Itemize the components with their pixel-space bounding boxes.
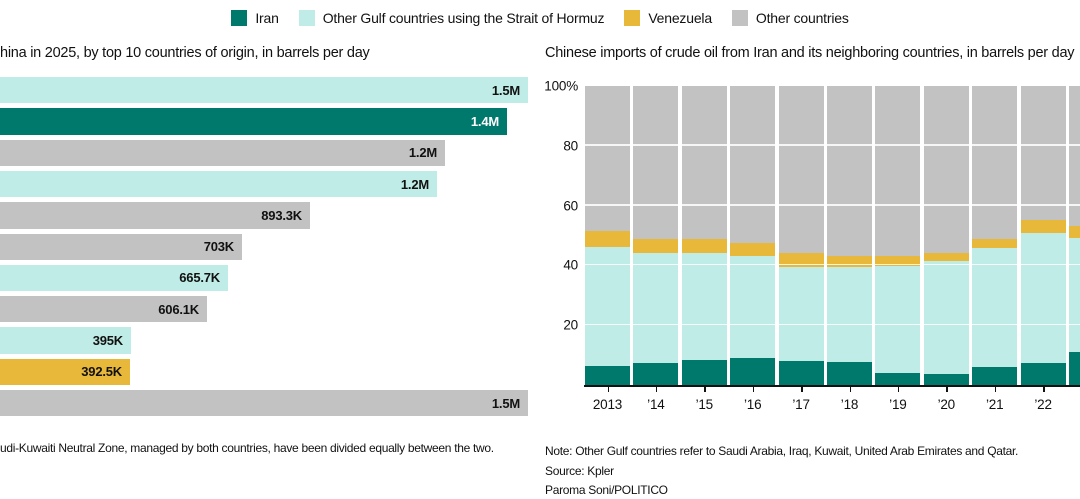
stacked-bar xyxy=(972,86,1017,385)
left-chart-note: udi-Kuwaiti Neutral Zone, managed by both countries, have been divided equally between the two. xyxy=(0,441,494,455)
gridline-60 xyxy=(585,204,1080,206)
stacked-bar xyxy=(633,86,678,385)
legend-label: Other countries xyxy=(755,10,849,26)
segment-gulf xyxy=(827,267,872,362)
segment-venezuela xyxy=(924,253,969,261)
bar-value-label: 893.3K xyxy=(261,207,302,223)
stacked-bar-plot xyxy=(585,86,1080,385)
bar-value-label: 703K xyxy=(203,239,234,255)
segment-gulf xyxy=(1069,238,1080,352)
gridline-20 xyxy=(585,324,1080,326)
stacked-bar xyxy=(730,86,775,385)
segment-venezuela xyxy=(682,239,727,253)
x-tick-label: ’17 xyxy=(792,397,810,412)
x-tick-mark xyxy=(1043,387,1045,392)
x-tick-mark xyxy=(753,387,755,392)
segment-venezuela xyxy=(827,256,872,267)
x-tick-mark xyxy=(656,387,658,392)
segment-other xyxy=(682,86,727,239)
right-chart-title: Chinese imports of crude oil from Iran and its neighboring countries, in barrels per day xyxy=(545,45,1075,61)
stacked-bar xyxy=(875,86,920,385)
source-line: Source: Kpler xyxy=(545,463,614,478)
hbar-row xyxy=(0,359,130,385)
y-tick-label: 80 xyxy=(563,138,578,154)
x-tick-label: ’21 xyxy=(985,397,1004,412)
hbar-row xyxy=(0,265,228,291)
segment-venezuela xyxy=(1021,220,1066,233)
segment-iran xyxy=(633,363,678,385)
x-tick-mark xyxy=(704,387,706,392)
x-tick-label: 2013 xyxy=(592,397,623,412)
right-chart-notes xyxy=(545,442,1018,499)
y-tick-label: 40 xyxy=(563,257,578,273)
segment-other xyxy=(633,86,678,239)
segment-iran xyxy=(730,358,775,385)
segment-other xyxy=(827,86,872,256)
gulf-legend-swatch xyxy=(299,10,315,26)
hbar-row xyxy=(0,108,507,134)
bar-value-label: 1.2M xyxy=(400,176,429,192)
segment-other xyxy=(924,86,969,253)
bar-value-label: 1.2M xyxy=(408,145,437,161)
iran-legend-swatch xyxy=(231,10,247,26)
segment-gulf xyxy=(1021,233,1066,363)
x-tick-label: ’15 xyxy=(695,397,713,412)
segment-venezuela xyxy=(1069,226,1080,238)
segment-gulf xyxy=(682,253,727,360)
x-axis-line xyxy=(584,385,1080,387)
segment-iran xyxy=(779,361,824,386)
x-tick-label: ’20 xyxy=(937,397,955,412)
segment-gulf xyxy=(633,253,678,363)
legend-label: Venezuela xyxy=(648,10,712,26)
segment-gulf xyxy=(730,256,775,358)
hbar-row xyxy=(0,202,310,228)
segment-iran xyxy=(972,367,1017,385)
stacked-bar xyxy=(585,86,630,385)
segment-other xyxy=(1021,86,1066,220)
hbar-row xyxy=(0,390,528,416)
hbar-row xyxy=(0,171,437,197)
segment-iran xyxy=(924,374,969,385)
x-tick-label: ’22 xyxy=(1034,397,1052,412)
segment-gulf xyxy=(972,248,1017,367)
bar-value-label: 1.5M xyxy=(491,82,520,98)
venezuela-legend-swatch xyxy=(624,10,640,26)
legend-item xyxy=(732,10,849,26)
segment-gulf xyxy=(779,267,824,360)
x-tick-mark xyxy=(898,387,900,392)
x-tick-label: ’14 xyxy=(647,397,665,412)
chart-legend xyxy=(0,8,1080,28)
x-tick-label: ’18 xyxy=(840,397,859,412)
hbar-row xyxy=(0,140,445,166)
segment-other xyxy=(585,86,630,231)
y-tick-label: 100% xyxy=(544,78,578,94)
other-legend-swatch xyxy=(732,10,748,26)
gridline-40 xyxy=(585,264,1080,266)
segment-venezuela xyxy=(633,239,678,253)
legend-item xyxy=(624,10,712,26)
legend-label: Iran xyxy=(255,10,279,26)
right-chart-note: Note: Other Gulf countries refer to Saudi Arabia, Iraq, Kuwait, United Arab Emirates and Qatar. xyxy=(545,444,1019,458)
segment-venezuela xyxy=(730,243,775,256)
bar-value-label: 395K xyxy=(92,333,123,349)
hbar-row xyxy=(0,327,131,353)
segment-other xyxy=(730,86,775,243)
y-tick-label: 20 xyxy=(563,317,578,333)
credit-line: Paroma Soni/POLITICO xyxy=(545,483,668,497)
stacked-bar xyxy=(827,86,872,385)
segment-iran xyxy=(827,362,872,385)
left-chart-title: hina in 2025, by top 10 countries of origin, in barrels per day xyxy=(0,45,370,61)
segment-iran xyxy=(682,360,727,385)
x-tick-mark xyxy=(801,387,803,392)
legend-item xyxy=(231,10,278,26)
segment-other xyxy=(875,86,920,256)
segment-venezuela xyxy=(972,239,1017,249)
hbar-row xyxy=(0,234,242,260)
x-tick-mark xyxy=(850,387,852,392)
hbar-row xyxy=(0,77,528,103)
stacked-bar xyxy=(1021,86,1066,385)
segment-iran xyxy=(875,373,920,385)
segment-gulf xyxy=(924,261,969,374)
stacked-bar xyxy=(682,86,727,385)
segment-iran xyxy=(1021,363,1066,385)
legend-item xyxy=(299,10,605,26)
bar-value-label: 606.1K xyxy=(158,301,199,317)
segment-venezuela xyxy=(585,231,630,247)
bar-value-label: 665.7K xyxy=(179,270,220,286)
segment-iran xyxy=(1069,352,1080,385)
stacked-bar xyxy=(1069,86,1080,385)
left-bar-chart xyxy=(0,77,540,418)
x-tick-label: ’16 xyxy=(743,397,762,412)
y-tick-label: 60 xyxy=(563,198,578,214)
x-tick-mark xyxy=(995,387,997,392)
x-tick-label: ’19 xyxy=(889,397,907,412)
legend-label: Other Gulf countries using the Strait of Hormuz xyxy=(322,10,605,26)
segment-iran xyxy=(585,366,630,385)
segment-gulf xyxy=(875,266,920,373)
stacked-bar xyxy=(779,86,824,385)
segment-other xyxy=(779,86,824,253)
x-tick-mark xyxy=(608,387,610,392)
bar-value-label: 1.4M xyxy=(470,113,499,129)
stacked-bar xyxy=(924,86,969,385)
gridline-80 xyxy=(585,144,1080,146)
hbar-row xyxy=(0,296,207,322)
bar-value-label: 1.5M xyxy=(491,395,520,411)
x-tick-mark xyxy=(946,387,948,392)
segment-other xyxy=(972,86,1017,239)
bar-value-label: 392.5K xyxy=(81,364,122,380)
